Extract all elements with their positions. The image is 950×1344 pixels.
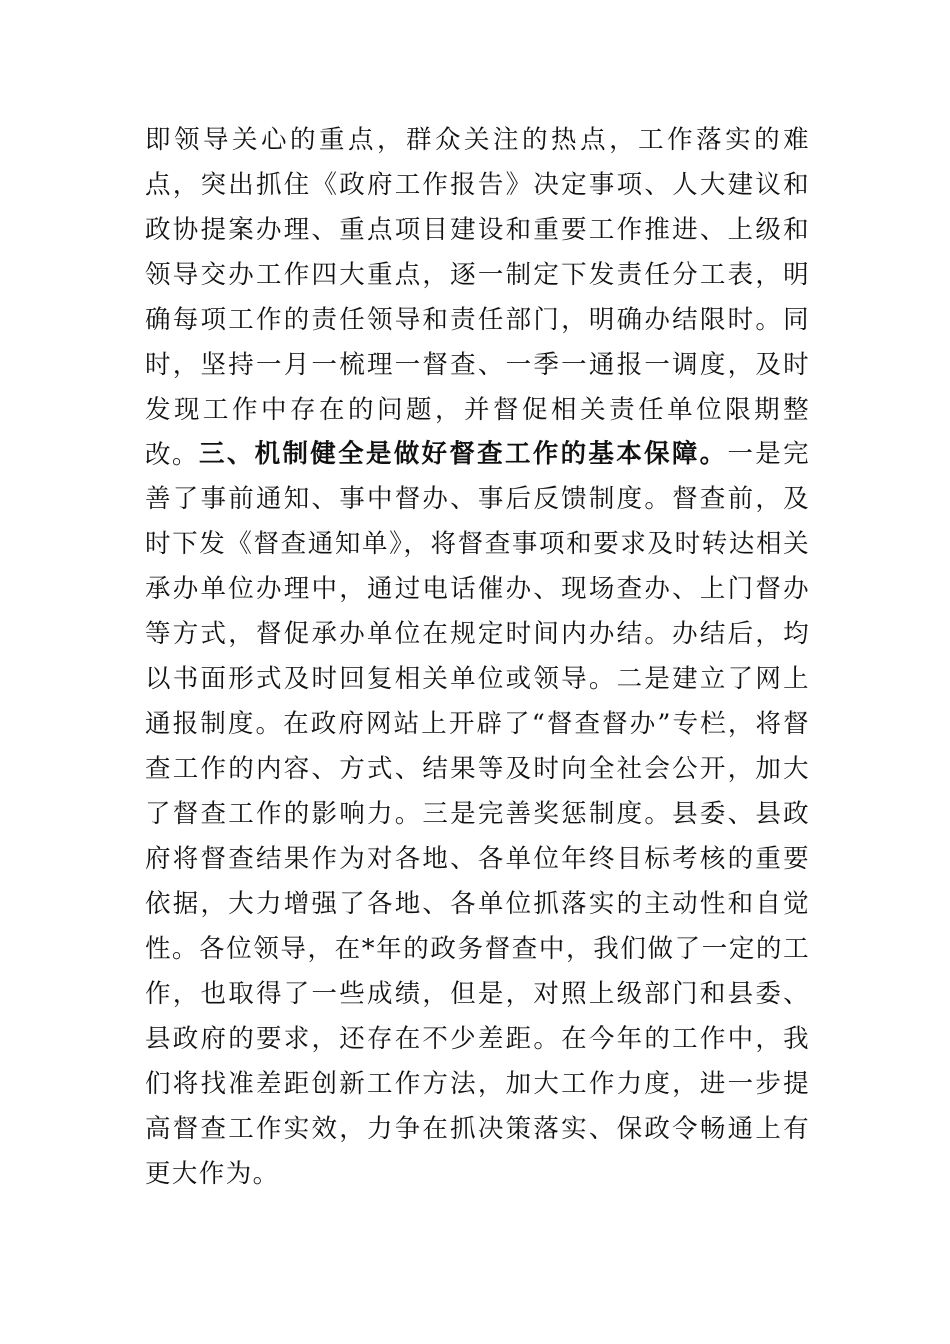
paragraph-text: 即领导关心的重点，群众关注的热点，工作落实的难点，突出抓住《政府工作报告》决定事项、人大建议和政协提案办理、重点项目建设和重要工作推进、上级和领导交办工作四大重点，逐一制定下发责任分工表，明确每项工作的责任领导和责任部门，明确办结限时。同时，坚持一月一梳理一督查、一季一通报一调度，及时发现工作中存在的问题，并督促相关责任单位限期整改。 <box>145 125 810 470</box>
paragraph-mechanism <box>145 432 810 972</box>
paragraph-continuation <box>145 118 810 478</box>
paragraph-text: 一是完善了事前通知、事中督办、事后反馈制度。督查前，及时下发《督查通知单》，将督查事项和要求及时转达相关承办单位办理中，通过电话催办、现场查办、上门督办等方式，督促承办单位在规定时间内办结。办结后，均以书面形式及时回复相关单位或领导。二是建立了网上通报制度。在政府网站上开辟了“督查督办”专栏，将督查工作的内容、方式、结果等及时向全社会公开，加大了督查工作的影响力。三是完善奖惩制度。县委、县政府将督查结果作为对各地、各单位年终目标考核的重要依据，大力增强了各地、各单位抓落实的主动性和自觉性。 <box>145 439 810 964</box>
paragraph-body <box>145 432 810 972</box>
paragraph-text: 各位领导，在*年的政务督查中，我们做了一定的工作，也取得了一些成绩，但是，对照上级部门和县委、县政府的要求，还存在不少差距。在今年的工作中，我们将找准差距创新工作方法，加大工作力度，进一步提高督查工作实效，力争在抓决策落实、保政令畅通上有更大作为。 <box>145 934 810 1189</box>
paragraph-closing <box>145 927 810 1197</box>
section-heading: 三、机制健全是做好督查工作的基本保障。 <box>199 439 728 469</box>
